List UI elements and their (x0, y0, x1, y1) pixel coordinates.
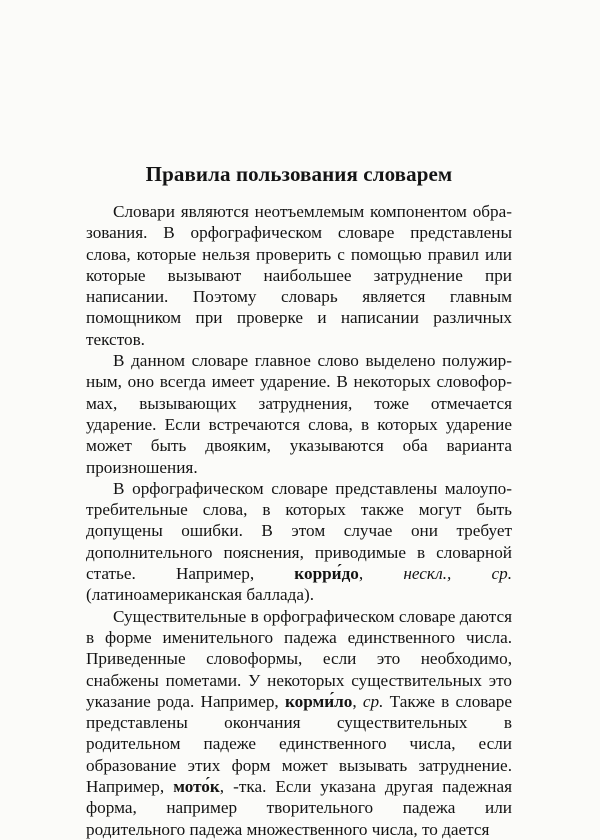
paragraph-text: В орфографическом словаре представлены малоупотребительные слова, в которых также могут быть допущены ошибки. В этом случае они требует дополнительного пояснения, приводимые в словарной статье. Например, (86, 478, 512, 584)
paragraph-nouns (86, 606, 512, 840)
example-gloss: (латиноамериканская баллада). (86, 585, 315, 605)
example-grammar-mark: ср. (362, 691, 384, 711)
paragraph-text: , -тка. Если указана другая падежная форма, например творительного падежа или родительного падежа множественного числа, то дается (86, 777, 513, 839)
paragraph-headword-stress: В данном словаре главное слово выделено полужирным, оно всегда имеет ударение. В некоторых словоформах, вызывающих затруднения, тоже отмечается ударение. Если встречаются слова, в которых ударение может быть двояким, указываются оба варианта произношения. (86, 351, 512, 477)
example-separator: , (358, 564, 364, 584)
paragraph-text: Существительные в орфографическом словаре даются в форме именительного падежа единственного числа. Приведенные словоформы, если это необходимо, снабжены пометами. У некоторых существительных это указание рода. Например, (86, 606, 512, 711)
paragraph-rare-words (86, 478, 512, 606)
page-title: Правила пользования словарем (145, 162, 453, 186)
example-grammar-marks: нескл., ср. (403, 564, 513, 584)
example-headword: мото́к (173, 777, 220, 797)
example-headword: корми́ло (284, 691, 353, 711)
paragraph-text: Также в словаре представлены окончания существительных в родительном падеже единственного числа, если образование этих форм может вызывать затруднение. Например, (86, 691, 513, 797)
example-separator: , (352, 691, 357, 711)
example-headword: корри́до (294, 564, 359, 584)
paragraph-dictionaries-role: Словари являются неотъемлемым компонентом образования. В орфографическом словаре представлены слова, которые нельзя проверить с помощью правил или которые вызывают наибольшее затруднение при написании. Поэтому словарь является главным помощником при проверке и написании различных текстов. (86, 202, 512, 349)
